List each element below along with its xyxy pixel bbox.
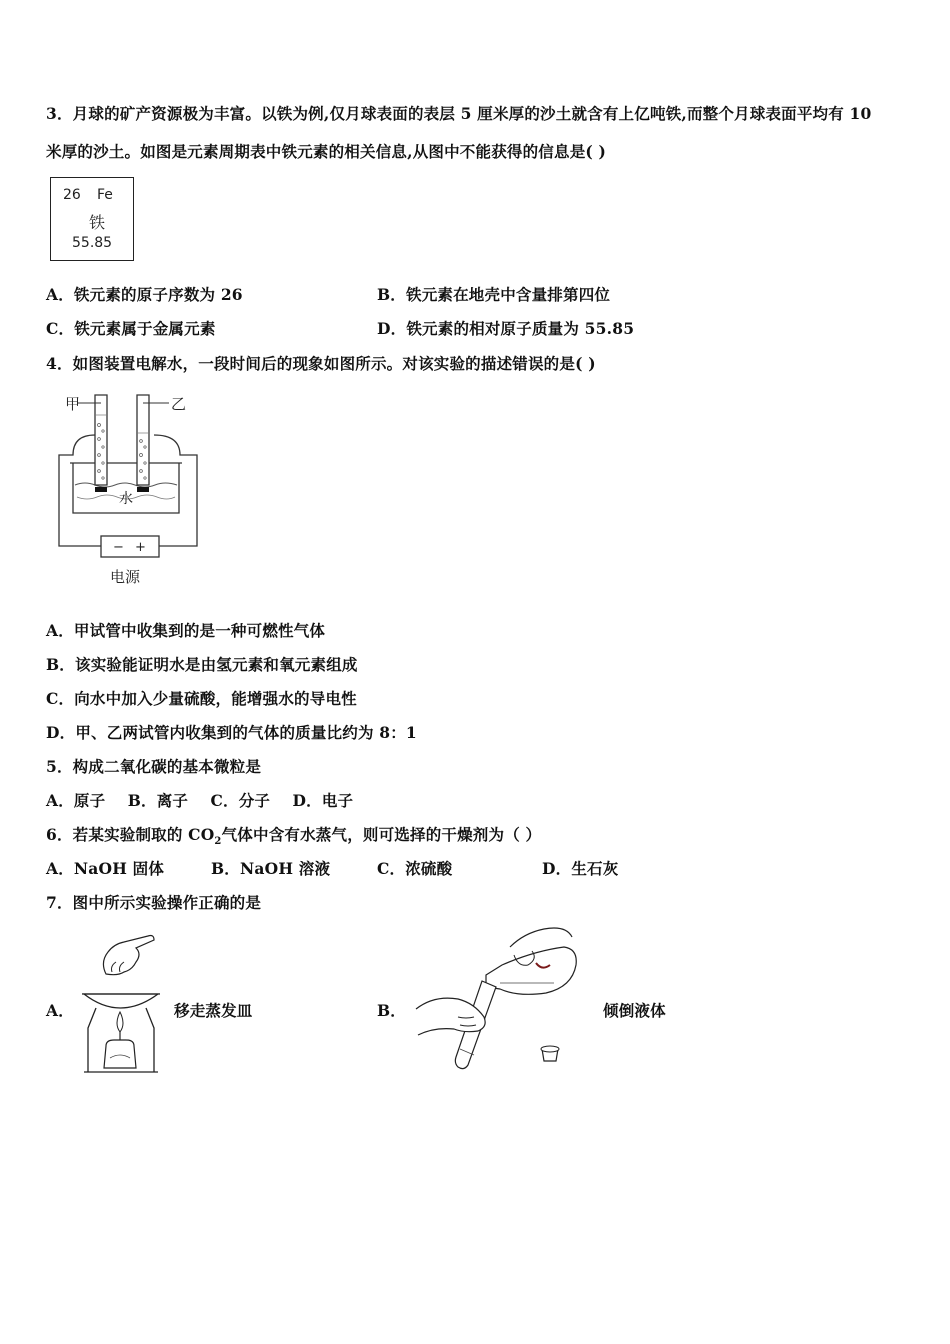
q7-option-a-text: 移走蒸发皿 [174,1001,253,1020]
label-water: 水 [119,491,133,507]
q5-stem: 5．构成二氧化碳的基本微粒是 [46,757,262,776]
power-supply [101,536,159,557]
q3-option-a: A．铁元素的原子序数为 26 [46,285,243,304]
electrode-left [95,487,107,492]
label-yi: 乙 [171,395,187,413]
q6-stem: 6．若某实验制取的 $CO_2$气体中含有水蒸气，则可选择的干燥剂为（ ） [46,825,542,848]
alcohol-lamp [104,1040,136,1068]
q6-option-d: D．生石灰 [542,859,619,878]
reagent-bottle [486,947,576,994]
q6-option-b: B．NaOH 溶液 [211,859,331,878]
label-power: 电源 [110,568,141,586]
atomic-mass: 55.85 [72,235,113,251]
element-symbol: Fe [97,187,113,203]
q3-stem-line1: 3．月球的矿产资源极为丰富。以铁为例,仅月球表面的表层 5 厘米厚的沙土就含有上亿吨铁,而整个月球表面平均有 10 [46,104,872,123]
tube-left [95,395,107,485]
q3-option-c: C．铁元素属于金属元素 [46,319,216,338]
evaporating-dish-figure [76,932,166,1078]
q7-option-a-letter: A． [46,1001,74,1020]
q4-stem: 4．如图装置电解水，一段时间后的现象如图所示。对该实验的描述错误的是( ) [46,354,596,373]
q4-option-d: D．甲、乙两试管内收集到的气体的质量比约为 8：1 [46,723,417,742]
q4-option-c: C．向水中加入少量硫酸，能增强水的导电性 [46,689,357,708]
svg-text:+: + [135,540,146,555]
label-jia: 甲 [65,395,81,413]
q7-option-b-text: 倾倒液体 [603,1001,666,1020]
element-name: 铁 [89,213,106,232]
q7-option-b-letter: B． [377,1001,407,1020]
electrode-right [137,487,149,492]
svg-text:−: − [113,540,124,555]
q4-option-a: A．甲试管中收集到的是一种可燃性气体 [46,621,326,640]
q4-option-b: B．该实验能证明水是由氢元素和氧元素组成 [46,655,358,674]
electrolysis-apparatus-figure [55,385,215,590]
q3-option-b: B．铁元素在地壳中含量排第四位 [377,285,611,304]
tube-right [137,395,149,485]
right-wire [154,435,197,546]
flame [117,1012,123,1032]
water-surface [75,483,177,487]
q3-option-d: D．铁元素的相对原子质量为 55.85 [377,319,635,338]
iron-element-card [50,177,134,261]
upper-hand-icon [510,928,572,947]
atomic-number: 26 [63,187,81,203]
q3-stem-line2: 米厚的沙土。如图是元素周期表中铁元素的相关信息,从图中不能获得的信息是( ) [46,142,607,161]
q6-option-c: C．浓硫酸 [377,859,453,878]
evaporating-dish [84,994,158,1008]
q5-options: A．原子 B．离子 C．分子 D．电子 [46,791,354,810]
q7-stem: 7．图中所示实验操作正确的是 [46,893,262,912]
q6-option-a: A．NaOH 固体 [46,859,165,878]
pouring-liquid-figure [414,925,584,1071]
